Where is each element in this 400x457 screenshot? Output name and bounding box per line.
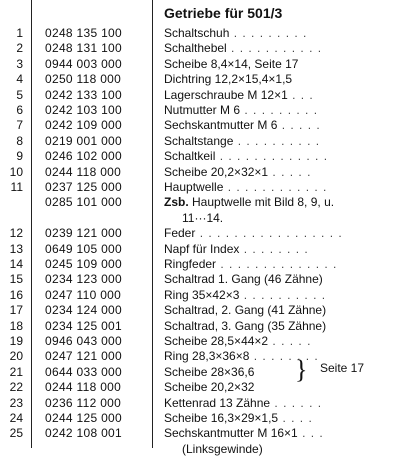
description-text: Scheibe 16,3×29×1,5 — [164, 411, 279, 425]
item-number: 4 — [16, 72, 23, 87]
item-number: 21 — [9, 364, 23, 379]
description-text: Ring 35×42×3 — [164, 287, 240, 302]
item-number: 6 — [16, 103, 23, 117]
description-text: Hauptwelle mit Bild 8, 9, u. — [188, 195, 335, 210]
description-text: Sechskantmutter M 16×1 — [164, 426, 298, 441]
item-number: 22 — [9, 380, 23, 395]
part-description — [164, 194, 396, 210]
table-row — [0, 318, 400, 334]
table-row — [0, 256, 400, 272]
table-row — [0, 425, 400, 441]
table-row — [0, 395, 400, 411]
table-row — [0, 410, 400, 426]
description-text: Nutmutter M 6 — [164, 103, 241, 117]
description-text: Feder — [164, 226, 196, 241]
description-text: Napf für Index — [164, 241, 240, 256]
description-text: Schaltrad, 3. Gang (35 Zähne) — [164, 318, 327, 333]
table-row — [0, 40, 400, 56]
item-number: 9 — [16, 149, 23, 164]
item-number: 3 — [16, 56, 23, 71]
part-number: 0248 131 100 — [45, 41, 123, 56]
item-number: 19 — [9, 334, 23, 348]
part-description — [164, 333, 396, 349]
description-text: Ringfeder — [164, 257, 217, 271]
part-description — [164, 148, 396, 164]
item-number: 18 — [9, 318, 23, 333]
table-row — [0, 179, 400, 195]
item-number: 24 — [9, 411, 23, 425]
table-row — [0, 333, 400, 349]
item-number: 14 — [9, 257, 23, 271]
part-number: 0644 033 000 — [45, 364, 123, 379]
description-text: Scheibe 8,4×14, Seite 17 — [164, 56, 299, 71]
item-number: 2 — [16, 41, 23, 56]
leader-dots: . . . . . — [268, 334, 312, 348]
item-number: 13 — [9, 241, 23, 256]
part-number: 0244 125 000 — [45, 411, 123, 425]
part-description — [164, 117, 396, 133]
leader-dots: . . . . . . . . . . . . . . — [216, 257, 338, 271]
table-row — [0, 56, 400, 72]
part-description — [164, 225, 396, 241]
description-text: Hauptwelle — [164, 180, 224, 194]
table-row — [0, 210, 400, 226]
description-text: Dichtring 12,2×15,4×1,5 — [164, 72, 293, 87]
description-text: Schaltrad, 2. Gang (41 Zähne) — [164, 303, 327, 318]
part-description — [164, 425, 396, 441]
part-description — [164, 179, 396, 195]
table-row — [0, 87, 400, 103]
table-row — [0, 271, 400, 287]
part-description — [164, 164, 396, 180]
part-description — [182, 441, 400, 457]
item-number: 23 — [9, 395, 23, 410]
leader-dots: . . . . — [278, 411, 313, 425]
part-number: 0250 118 000 — [45, 72, 122, 87]
part-description — [182, 210, 400, 226]
part-number: 0242 133 100 — [45, 87, 123, 102]
part-number: 0944 003 000 — [45, 56, 123, 71]
part-description — [164, 410, 396, 426]
table-row — [0, 148, 400, 164]
part-description — [164, 241, 396, 257]
table-row — [0, 117, 400, 133]
table-row — [0, 302, 400, 318]
part-description — [164, 133, 396, 149]
table-row — [0, 133, 400, 149]
part-description — [164, 102, 396, 118]
description-text: 11···14. — [182, 210, 224, 225]
description-text: (Linksgewinde) — [182, 441, 263, 456]
table-row — [0, 441, 400, 457]
description-text: Schalthebel — [164, 41, 227, 56]
table-row — [0, 25, 400, 41]
part-number: 0649 105 000 — [45, 241, 123, 256]
leader-dots: . . . . . . . . . . — [239, 287, 327, 302]
leader-dots: . . . . . . . . — [239, 241, 309, 256]
table-row — [0, 71, 400, 87]
part-number: 0242 103 100 — [45, 103, 123, 117]
leader-dots: . . . . . . . . . . . . . . . . . — [195, 226, 343, 241]
item-number: 1 — [16, 26, 23, 40]
group-brace: } — [295, 355, 308, 384]
part-number: 0247 121 000 — [45, 349, 123, 364]
part-number: 0234 125 001 — [45, 318, 123, 333]
part-description — [164, 287, 396, 303]
leader-dots: . . . . . . . . . . — [233, 133, 321, 148]
item-number: 15 — [9, 272, 23, 287]
table-row — [0, 225, 400, 241]
leader-dots: . . . . . . . . . — [229, 26, 308, 40]
part-number: 0237 125 000 — [45, 180, 123, 194]
part-description — [164, 71, 396, 87]
description-text: Scheibe 20,2×32 — [164, 380, 255, 395]
part-number: 0234 124 000 — [45, 303, 123, 318]
item-number: 12 — [9, 226, 23, 241]
leader-dots: . . . . . . . . . — [240, 103, 319, 117]
part-number: 0247 110 000 — [45, 287, 122, 302]
table-row — [0, 102, 400, 118]
part-number: 0285 101 000 — [45, 195, 123, 210]
part-description — [164, 395, 396, 411]
description-text: Schaltstange — [164, 133, 234, 148]
leader-dots: . . . — [287, 87, 314, 102]
table-row — [0, 164, 400, 180]
part-number: 0244 118 000 — [45, 380, 122, 395]
page-title: Getriebe für 501/3 — [164, 5, 283, 21]
part-number: 0236 112 000 — [45, 395, 122, 410]
table-row — [0, 194, 400, 210]
part-description — [164, 271, 396, 287]
part-description — [164, 40, 396, 56]
assembly-prefix: Zsb. — [164, 195, 189, 210]
part-number: 0244 118 000 — [45, 164, 122, 179]
description-text: Sechskantmutter M 6 — [164, 118, 278, 133]
part-number: 0245 109 000 — [45, 257, 123, 271]
part-description — [164, 25, 396, 41]
description-text: Scheibe 28,5×44×2 — [164, 334, 269, 348]
part-number: 0246 102 000 — [45, 149, 123, 164]
leader-dots: . . . . . — [268, 164, 312, 179]
item-number: 10 — [9, 164, 23, 179]
item-number: 7 — [16, 118, 23, 133]
item-number: 16 — [9, 287, 23, 302]
item-number: 17 — [9, 303, 23, 318]
part-description — [164, 256, 396, 272]
part-number: 0242 108 001 — [45, 426, 123, 441]
description-text: Schaltkeil — [164, 149, 216, 164]
description-text: Schaltrad 1. Gang (46 Zähne) — [164, 272, 323, 287]
leader-dots: . . . . . . — [270, 395, 323, 410]
part-number: 0946 043 000 — [45, 334, 123, 348]
part-number: 0234 123 000 — [45, 272, 123, 287]
description-text: Kettenrad 13 Zähne — [164, 395, 271, 410]
table-row — [0, 379, 400, 395]
description-text: Lagerschraube M 12×1 — [164, 87, 288, 102]
leader-dots: . . . . . — [277, 118, 321, 133]
part-description — [164, 302, 396, 318]
description-text: Schaltschuh — [164, 26, 230, 40]
leader-dots: . . . . . . . . . . . . — [223, 180, 328, 194]
part-number: 0248 135 100 — [45, 26, 123, 40]
item-number: 20 — [9, 349, 23, 364]
description-text: Ring 28,3×36×8 — [164, 349, 250, 364]
leader-dots: . . . . . . . . . . . . . — [215, 149, 329, 164]
part-description — [164, 379, 396, 395]
table-row — [0, 287, 400, 303]
part-number: 0219 001 000 — [45, 133, 123, 148]
description-text: Scheibe 20,2×32×1 — [164, 164, 269, 179]
leader-dots: . . . . . . . . — [249, 349, 319, 364]
item-number: 25 — [9, 426, 23, 441]
leader-dots: . . . — [297, 426, 324, 441]
part-number: 0239 121 000 — [45, 226, 123, 241]
part-description — [164, 318, 396, 334]
item-number: 8 — [16, 133, 23, 148]
description-text: Scheibe 28×36,6 — [164, 364, 255, 379]
item-number: 5 — [16, 87, 23, 102]
item-number: 11 — [10, 180, 23, 194]
table-row — [0, 241, 400, 257]
group-note-label: Seite 17 — [320, 361, 365, 375]
part-description — [164, 87, 396, 103]
leader-dots: . . . . . . . . . . . — [226, 41, 323, 56]
part-number: 0242 109 000 — [45, 118, 123, 133]
part-description — [164, 56, 396, 72]
